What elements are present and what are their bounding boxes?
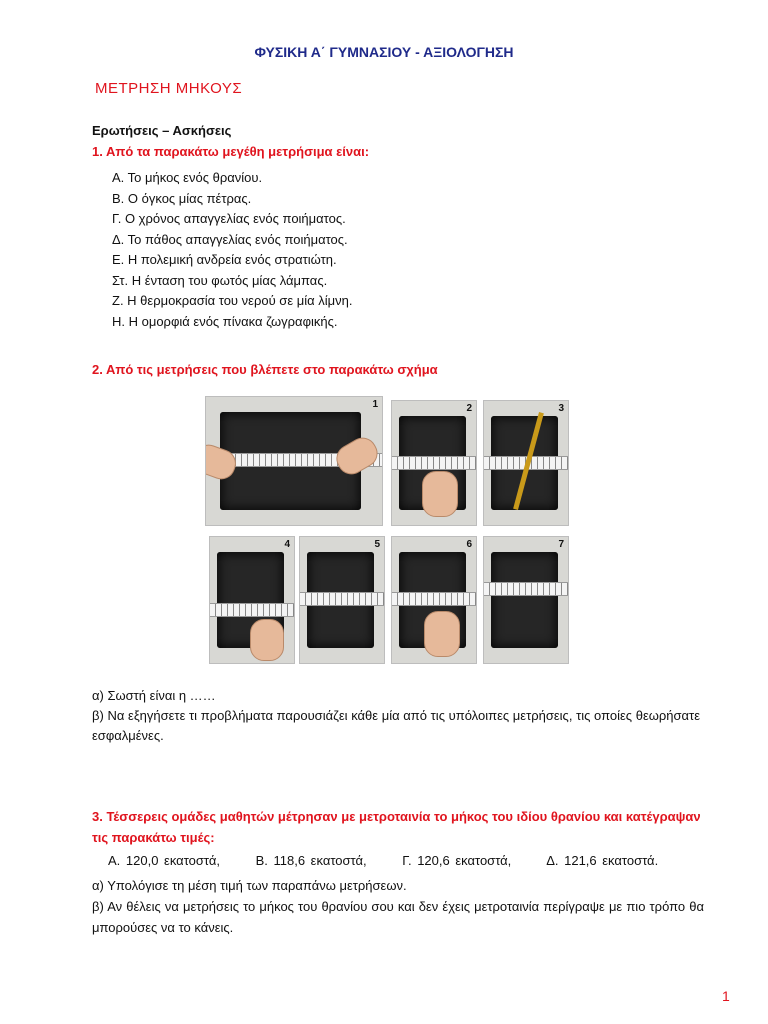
option-item: Α. Το μήκος ενός θρανίου. — [112, 170, 263, 185]
answer-a: α) Σωστή είναι η …… — [92, 688, 216, 703]
photo-number: 4 — [284, 539, 290, 550]
answer-b: β) Να εξηγήσετε τι προβλήματα παρουσιάζει κάθε μία από τις υπόλοιπες μετρήσεις, τις οποίες θεωρήσατε εσφαλμένες. — [92, 708, 700, 743]
photo-number: 6 — [466, 539, 472, 550]
photo-number: 2 — [466, 403, 472, 414]
document-header: ΦΥΣΙΚΗ Α΄ ΓΥΜΝΑΣΙΟΥ - ΑΞΙΟΛΟΓΗΣΗ — [254, 44, 514, 60]
photo-4 — [209, 536, 295, 664]
option-item: Ζ. Η θερμοκρασία του νερού σε μία λίμνη. — [112, 293, 353, 308]
page-number: 1 — [722, 988, 730, 1004]
photo-3 — [483, 400, 569, 526]
photo-7 — [483, 536, 569, 664]
photo-6 — [391, 536, 477, 664]
question-2-title: 2. Από τις μετρήσεις που βλέπετε στο παρακάτω σχήμα — [92, 362, 438, 377]
question-3-values — [108, 853, 708, 868]
value-item: Β. 118,6 εκατοστά, — [255, 853, 367, 868]
option-item: Ε. Η πολεμική ανδρεία ενός στρατιώτη. — [112, 252, 337, 267]
part-a: α) Υπολόγισε τη μέση τιμή των παραπάνω μετρήσεων. — [92, 878, 407, 893]
option-item: Γ. Ο χρόνος απαγγελίας ενός ποιήματος. — [112, 211, 346, 226]
part-b: β) Αν θέλεις να μετρήσεις το μήκος του θρανίου σου και δεν έχεις μετροταινία περίγραψε με πιο τρόπο θα μπορούσες να το κάνεις. — [92, 899, 704, 935]
measurement-photos — [205, 396, 587, 668]
section-title: ΜΕΤΡΗΣΗ ΜΗΚΟΥΣ — [95, 80, 243, 97]
question-2-answers — [92, 686, 700, 746]
value-item: Γ. 120,6 εκατοστά, — [402, 853, 512, 868]
question-3-title: 3. Τέσσερεις ομάδες μαθητών μέτρησαν με μετροταινία το μήκος του ιδίου θρανίου και κατέγραψαν τις παρακάτω τιμές: — [92, 809, 701, 845]
photo-number: 3 — [558, 403, 564, 414]
option-item: Δ. Το πάθος απαγγελίας ενός ποιήματος. — [112, 231, 348, 247]
question-1-options — [112, 168, 352, 332]
photo-number: 7 — [558, 539, 564, 550]
photo-2 — [391, 400, 477, 526]
option-item: Η. Η ομορφιά ενός πίνακα ζωγραφικής. — [112, 313, 338, 329]
photo-1 — [205, 396, 383, 526]
photo-5 — [299, 536, 385, 664]
question-3-parts — [92, 875, 704, 938]
photo-number: 1 — [372, 399, 378, 410]
option-item: Β. Ο όγκος μίας πέτρας. — [112, 190, 252, 206]
question-1-title: 1. Από τα παρακάτω μεγέθη μετρήσιμα είναι: — [92, 144, 370, 159]
value-item: Δ. 121,6 εκατοστά. — [546, 853, 659, 868]
photo-number: 5 — [374, 539, 380, 550]
value-item: Α. 120,0 εκατοστά, — [108, 853, 220, 868]
subheading: Ερωτήσεις – Ασκήσεις — [92, 123, 232, 138]
option-item: Στ. Η ένταση του φωτός μίας λάμπας. — [112, 272, 328, 288]
